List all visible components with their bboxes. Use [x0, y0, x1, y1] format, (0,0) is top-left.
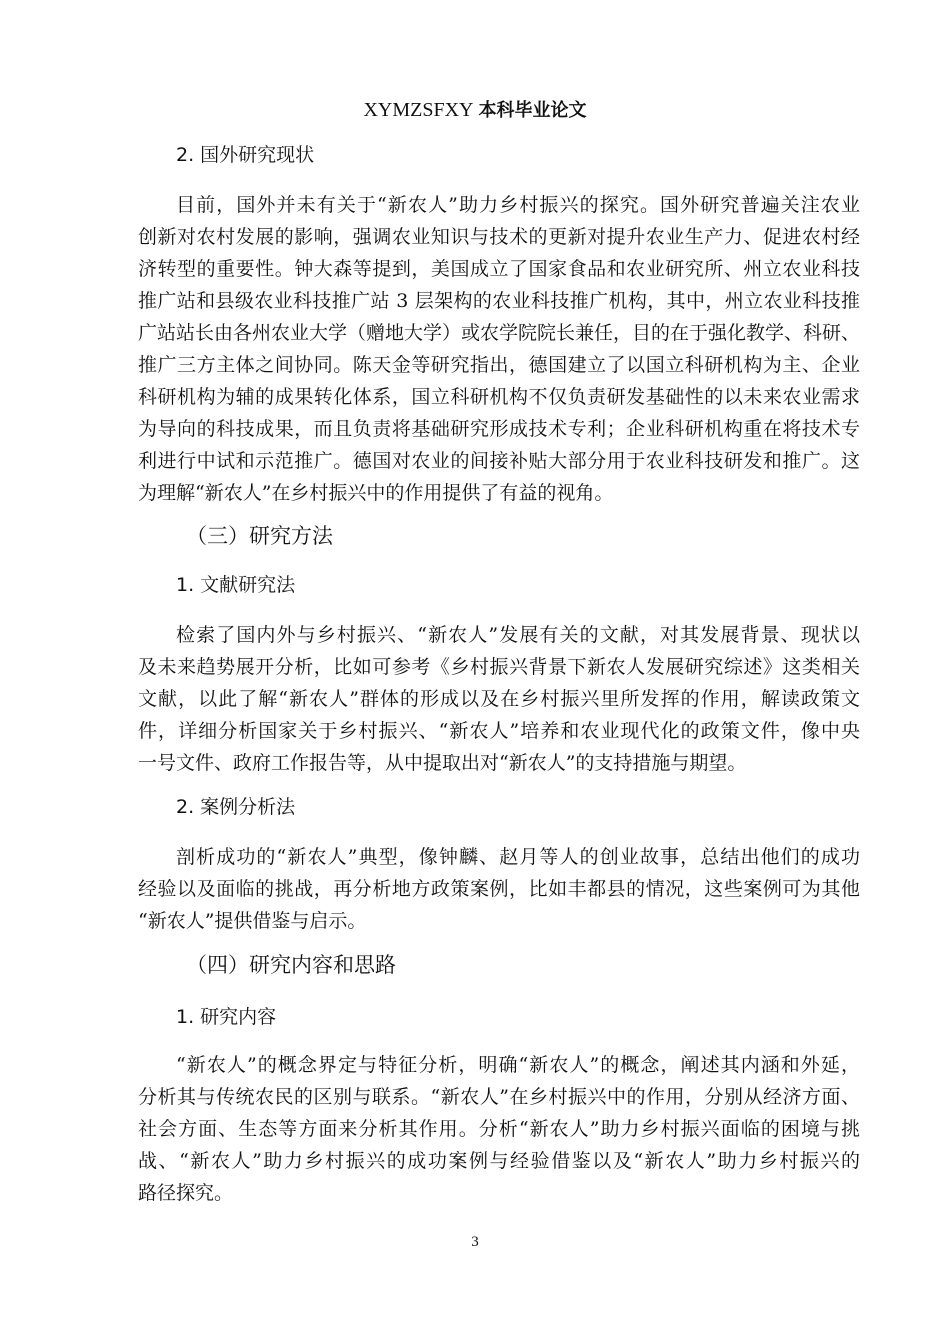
text-line: 件，详细分析国家关于乡村振兴、“新农人”培养和农业现代化的政策文件，像中央	[138, 720, 860, 742]
text-line: 路径探究。	[138, 1182, 234, 1204]
page-header	[0, 96, 950, 122]
heading-case-method: 2. 案例分析法	[176, 796, 296, 818]
text-line: 利进行中试和示范推广。德国对农业的间接补贴大部分用于农业科技研发和推广。这	[138, 450, 860, 472]
text-line: 目前，国外并未有关于“新农人”助力乡村振兴的探究。国外研究普遍关注农业	[176, 194, 860, 216]
text-line: 社会方面、生态等方面来分析其作用。分析“新农人”助力乡村振兴面临的困境与挑	[138, 1118, 860, 1140]
text-line: 创新对农村发展的影响，强调农业知识与技术的更新对提升农业生产力、促进农村经	[138, 226, 860, 248]
text-line: “新农人”提供借鉴与启示。	[138, 910, 367, 932]
page-number: 3	[471, 1234, 479, 1250]
paragraph-literature-method	[138, 619, 860, 779]
paragraph-case-method	[138, 841, 860, 937]
text-line: 为理解“新农人”在乡村振兴中的作用提供了有益的视角。	[138, 482, 614, 504]
paragraph-research-content	[138, 1049, 860, 1209]
header-code: XYMZSFXY	[363, 99, 474, 121]
text-line: 推广三方主体之间协同。陈天金等研究指出，德国建立了以国立科研机构为主、企业	[138, 354, 860, 376]
text-line: 广站站长由各州农业大学（赠地大学）或农学院院长兼任，目的在于强化教学、科研、	[138, 322, 861, 344]
text-line: 经验以及面临的挑战，再分析地方政策案例，比如丰都县的情况，这些案例可为其他	[138, 878, 860, 900]
header-title: 本科毕业论文	[478, 100, 587, 121]
text-line: 文献，以此了解“新农人”群体的形成以及在乡村振兴里所发挥的作用，解读政策文	[138, 688, 860, 710]
text-line: “新农人”的概念界定与特征分析，明确“新农人”的概念，阐述其内涵和外延，	[176, 1054, 860, 1076]
heading-foreign-research: 2. 国外研究现状	[176, 144, 315, 166]
text-line: 济转型的重要性。钟大森等提到，美国成立了国家食品和农业研究所、州立农业科技	[138, 258, 860, 280]
text-line: 为导向的科技成果，而且负责将基础研究形成技术专利；企业科研机构重在将技术专	[138, 418, 860, 440]
text-line: 分析其与传统农民的区别与联系。“新农人”在乡村振兴中的作用，分别从经济方面、	[138, 1086, 860, 1108]
heading-research-content: 1. 研究内容	[176, 1006, 277, 1028]
text-line: 推广站和县级农业科技推广站 3 层架构的农业科技推广机构，其中，州立农业科技推	[138, 290, 860, 312]
text-line: 一号文件、政府工作报告等，从中提取出对“新农人”的支持措施与期望。	[138, 752, 747, 774]
paragraph-foreign-research	[138, 189, 860, 509]
heading-research-methods: （三）研究方法	[186, 524, 333, 548]
heading-literature-method: 1. 文献研究法	[176, 574, 296, 596]
text-line: 战、“新农人”助力乡村振兴的成功案例与经验借鉴以及“新农人”助力乡村振兴的	[138, 1150, 860, 1172]
text-line: 科研机构为辅的成果转化体系，国立科研机构不仅负责研发基础性的以未来农业需求	[138, 386, 860, 408]
heading-research-content-ideas: （四）研究内容和思路	[186, 953, 396, 977]
text-line: 及未来趋势展开分析，比如可参考《乡村振兴背景下新农人发展研究综述》这类相关	[138, 656, 860, 678]
text-line: 剖析成功的“新农人”典型，像钟麟、赵月等人的创业故事，总结出他们的成功	[176, 846, 860, 868]
text-line: 检索了国内外与乡村振兴、“新农人”发展有关的文献，对其发展背景、现状以	[176, 624, 860, 646]
